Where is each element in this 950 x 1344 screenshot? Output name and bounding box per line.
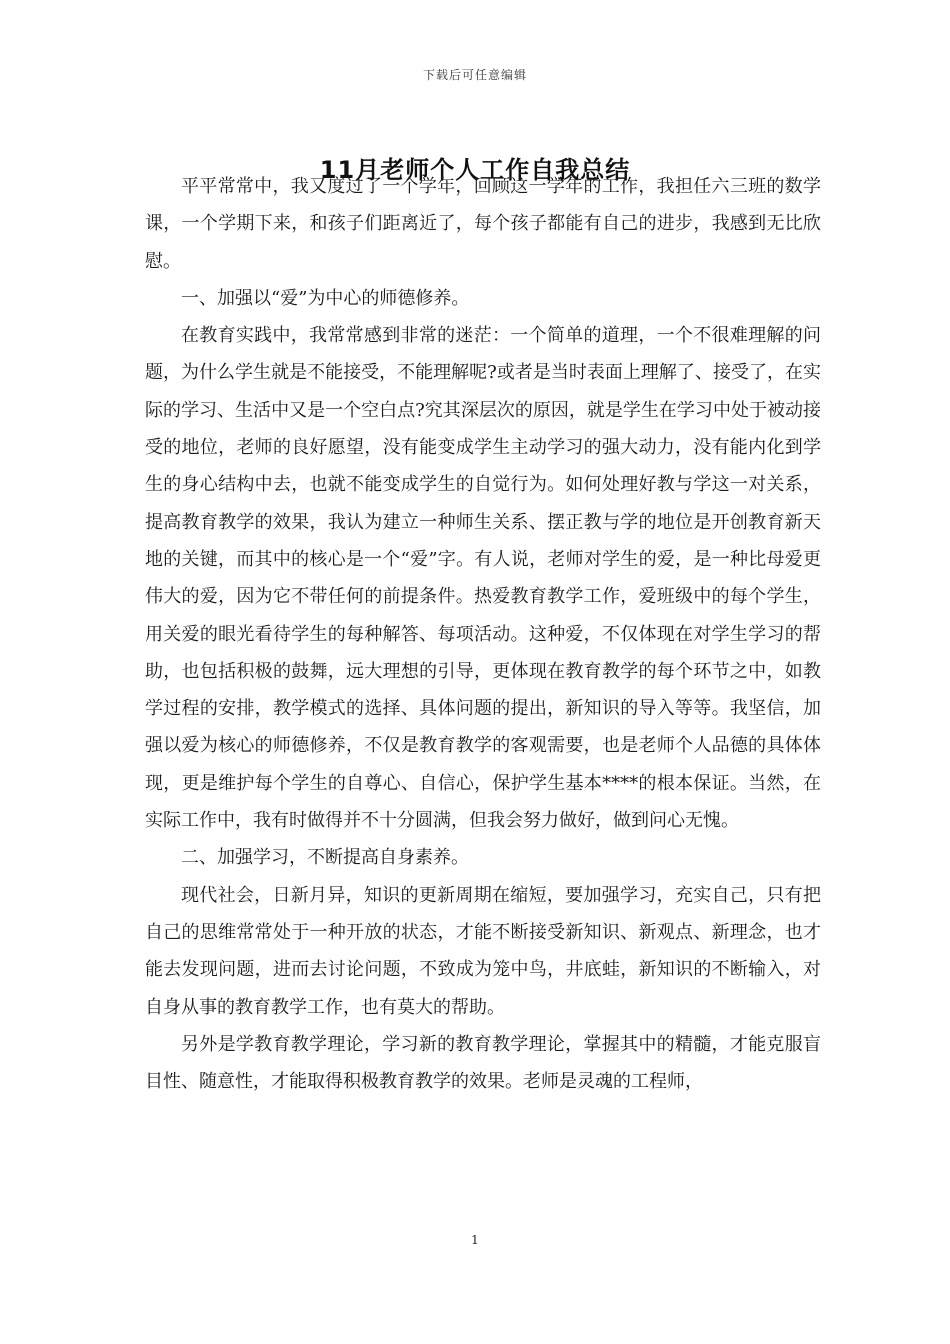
paragraph-section-2: 现代社会，日新月异，知识的更新周期在缩短，要加强学习，充实自己，只有把自己的思维常常处于一种开放的状态，才能不断接受新知识、新观点、新理念，也才能去发现问题，进而去讨论问题，不致成为笼中鸟，井底蛙，新知识的不断输入，对自身从事的教育教学工作，也有莫大的帮助。 (145, 884, 821, 1018)
page-title: 11月老师个人工作自我总结 (319, 156, 631, 184)
section-heading-2: 二、加强学习，不断提高自身素养。 (181, 847, 469, 869)
page-number: 1 (471, 1233, 479, 1247)
header-note: 下载后可任意编辑 (422, 68, 527, 82)
paragraph-section-1: 在教育实践中，我常常感到非常的迷茫：一个简单的道理，一个不很难理解的问题，为什么学生就是不能接受，不能理解呢?或者是当时表面上理解了、接受了，在实际的学习、生活中又是一个空白点?究其深层次的原因，就是学生在学习中处于被动接受的地位，老师的良好愿望，没有能变成学生主动学习的强大动力，没有能内化到学生的身心结构中去，也就不能变成学生的自觉行为。如何处理好教与学这一对关系，提高教育教学的效果，我认为建立一种师生关系、摆正教与学的地位是开创教育新天地的关键，而其中的核心是一个“爱”字。有人说，老师对学生的爱，是一种比母爱更伟大的爱，因为它不带任何的前提条件。热爱教育教学工作，爱班级中的每个学生，用关爱的眼光看待学生的每种解答、每项活动。这种爱，不仅体现在对学生学习的帮助，也包括积极的鼓舞，远大理想的引导，更体现在教育教学的每个环节之中，如教学过程的安排，教学模式的选择、具体问题的提出，新知识的导入等等。我坚信，加强以爱为核心的师德修养，不仅是教育教学的客观需要，也是老师个人品德的具体体现，更是维护每个学生的自尊心、自信心，保护学生基本****的根本保证。当然，在实际工作中，我有时做得并不十分圆满，但我会努力做好，做到问心无愧。 (145, 325, 821, 832)
paragraph-intro: 平平常常中，我又度过了一个学年，回顾这一学年的工作，我担任六三班的数学课，一个学期下来，和孩子们距离近了，每个孩子都能有自己的进步，我感到无比欣慰。 (145, 176, 821, 272)
paragraph-section-2b: 另外是学教育教学理论，学习新的教育教学理论，掌握其中的精髓，才能克服盲目性、随意性，才能取得积极教育教学的效果。老师是灵魂的工程师， (145, 1033, 821, 1093)
document-body (145, 168, 821, 1100)
section-heading-1: 一、加强以“爱”为中心的师德修养。 (181, 287, 470, 309)
